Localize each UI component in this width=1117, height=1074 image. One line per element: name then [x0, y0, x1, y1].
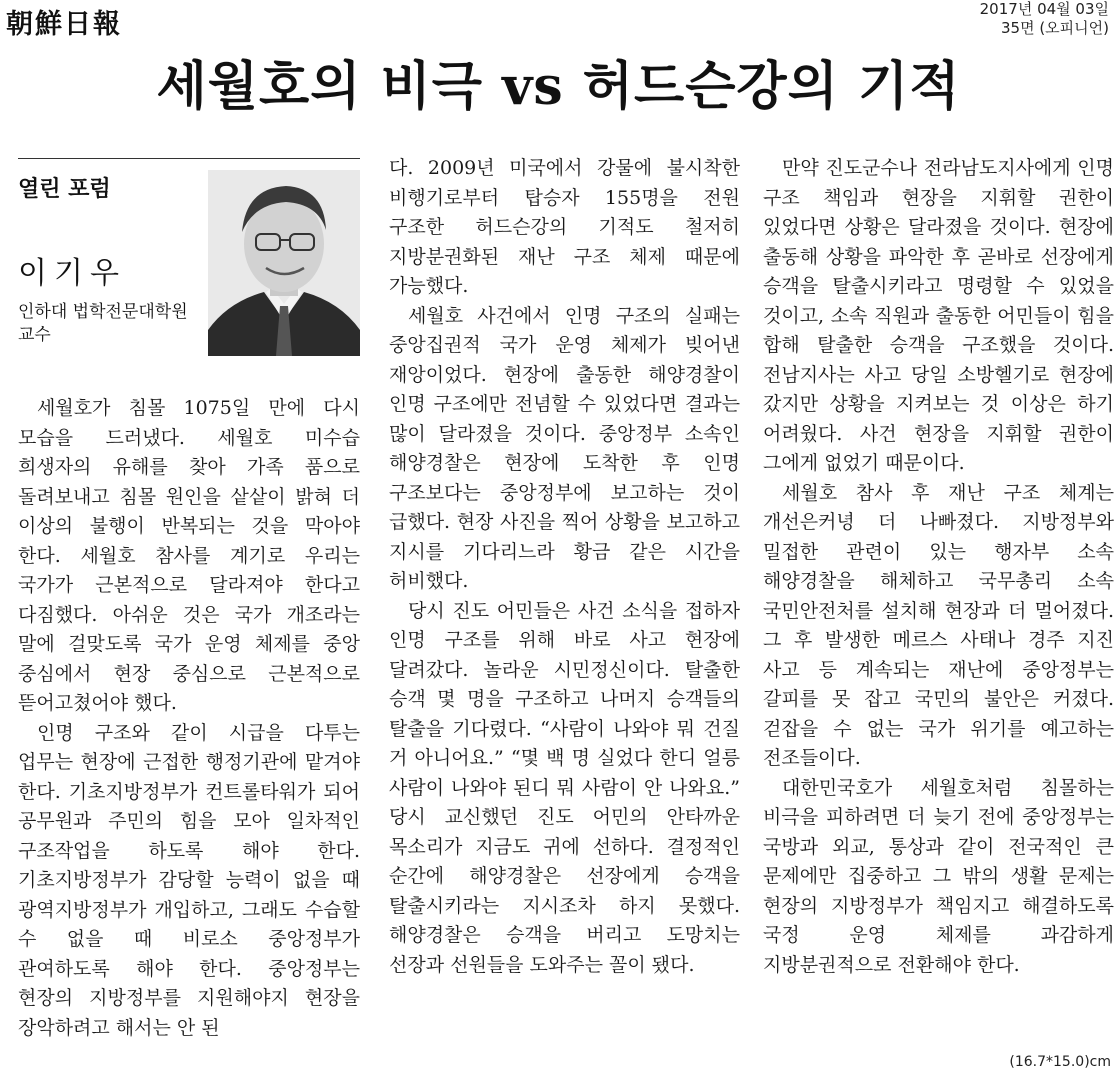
author-affiliation: [18, 301, 188, 347]
paragraph: 당시 진도 어민들은 사건 소식을 접하자 인명 구조를 위해 바로 사고 현장에 달려갔다. 놀라운 시민정신이다. 탈출한 승객 몇 명을 구조하고 나머지 승객들의 탈출을 기다렸다. “사람이 나와야 뭐 건질 거 아니어요.” “몇 백 명 실었다 한디 얼릉 사람이 나와야 된디 뭐 사람이 안 나와요.” 당시 교신했던 진도 어민의 안타까운 목소리가 지금도 귀에 선하다. 결정적인 순간에 해양경찰은 선장에게 승객을 탈출시키라는 지시조차 하지 못했다. 해양경찰은 승객을 버리고 도망치는 선장과 선원들을 도와주는 꼴이 됐다.: [389, 599, 740, 976]
column-2: [389, 158, 740, 980]
publication-meta: [980, 0, 1109, 38]
article-body-col1: [18, 394, 360, 1043]
paragraph: 인명 구조와 같이 시급을 다투는 업무는 현장에 근접한 행정기관에 맡겨야 한다. 기초지방정부가 컨트롤타워가 되어 공무원과 주민의 힘을 모아 일차적인 구조작업을 하도록 해야 한다. 기초지방정부가 감당할 능력이 없을 때 광역지방정부가 개입하고, 그래도 수습할 수 없을 때 비로소 중앙정부가 관여하도록 해야 한다. 중앙정부는 현장의 지방정부를 지원해야지 현장을 장악하려고 해서는 안 된: [18, 721, 360, 1039]
author-portrait: [208, 170, 360, 356]
article-headline: 세월호의 비극 vs 허드슨강의 기적: [156, 56, 961, 117]
author-photo-icon: [208, 170, 360, 356]
publication-date: 2017년 04월 03일: [979, 0, 1109, 18]
paragraph: 다. 2009년 미국에서 강물에 불시착한 비행기로부터 탑승자 155명을 전원 구조한 허드슨강의 기적도 철저히 지방분권화된 재난 구조 체제 때문에 가능했다.: [389, 157, 740, 297]
column-name: 열린 포럼: [18, 177, 111, 202]
page-section: 35면 (오피니언): [1000, 19, 1109, 37]
paragraph: 세월호 사건에서 인명 구조의 실패는 중앙집권적 국가 운영 체제가 빚어낸 재앙이었다. 현장에 출동한 해양경찰이 인명 구조에만 전념할 수 있었다면 결과는 많이 달라졌을 것이다. 중앙정부 소속인 해양경찰은 현장에 도착한 후 인명 구조보다는 중앙정부에 보고하는 것이 급했다. 현장 사진을 찍어 상황을 보고하고 지시를 기다리느라 황금 같은 시간을 허비했다.: [389, 304, 740, 592]
newspaper-masthead: 朝鮮日報: [6, 9, 122, 40]
affiliation-line: 인하대 법학전문대학원: [18, 302, 188, 322]
column-3: [763, 158, 1114, 980]
paragraph: 만약 진도군수나 전라남도지사에게 인명 구조 책임과 현장을 지휘할 권한이 있었다면 상황은 달라졌을 것이다. 현장에 출동해 상황을 파악한 후 곧바로 선장에게 승객을 탈출시키라고 명령할 수 있었을 것이고, 소속 직원과 출동한 어민들이 힘을 합해 탈출한 승객을 구조했을 것이다. 전남지사는 사고 당일 소방헬기로 현장에 갔지만 상황을 지켜보는 것 이상은 하기 어려웠다. 사건 현장을 지휘할 권한이 그에게 없었기 때문이다.: [763, 157, 1114, 474]
column-rule: [18, 158, 360, 159]
article-body-col3: [763, 154, 1114, 980]
paragraph: 대한민국호가 세월호처럼 침몰하는 비극을 피하려면 더 늦기 전에 중앙정부는 국방과 외교, 통상과 같이 전국적인 큰 문제에만 집중하고 그 밖의 생활 문제는 현장의 지방정부가 책임지고 해결하도록 국정 운영 체제를 과감하게 지방분권적으로 전환해야 한다.: [763, 776, 1114, 976]
article-body-col2: [389, 154, 740, 980]
affiliation-title: 교수: [18, 325, 51, 345]
paragraph: 세월호가 침몰 1075일 만에 다시 모습을 드러냈다. 세월호 미수습 희생자의 유해를 찾아 가족 품으로 돌려보내고 침몰 원인을 샅샅이 밝혀 더 이상의 불행이 반복되는 것을 막아야 한다. 세월호 참사를 계기로 우리는 국가가 근본적으로 달라져야 한다고 다짐했다. 아쉬운 것은 국가 개조라는 말에 걸맞도록 국가 운영 체제를 중앙 중심에서 현장 중심으로 근본적으로 뜯어고쳤어야 했다.: [18, 397, 361, 714]
column-1: [18, 158, 361, 1039]
paragraph: 세월호 참사 후 재난 구조 체계는 개선은커녕 더 나빠졌다. 지방정부와 밀접한 관련이 있는 행자부 소속 해양경찰을 해체하고 국무총리 소속 국민안전처를 설치해 현장과 더 멀어졌다. 그 후 발생한 메르스 사태나 경주 지진 사고 등 계속되는 재난에 중앙정부는 갈피를 못 잡고 국민의 불안은 커졌다. 걷잡을 수 없는 국가 위기를 예고하는 전조들이다.: [763, 481, 1114, 769]
article-dimensions: (16.7*15.0)cm: [1009, 1054, 1111, 1070]
author-name: 이기우: [18, 256, 126, 291]
